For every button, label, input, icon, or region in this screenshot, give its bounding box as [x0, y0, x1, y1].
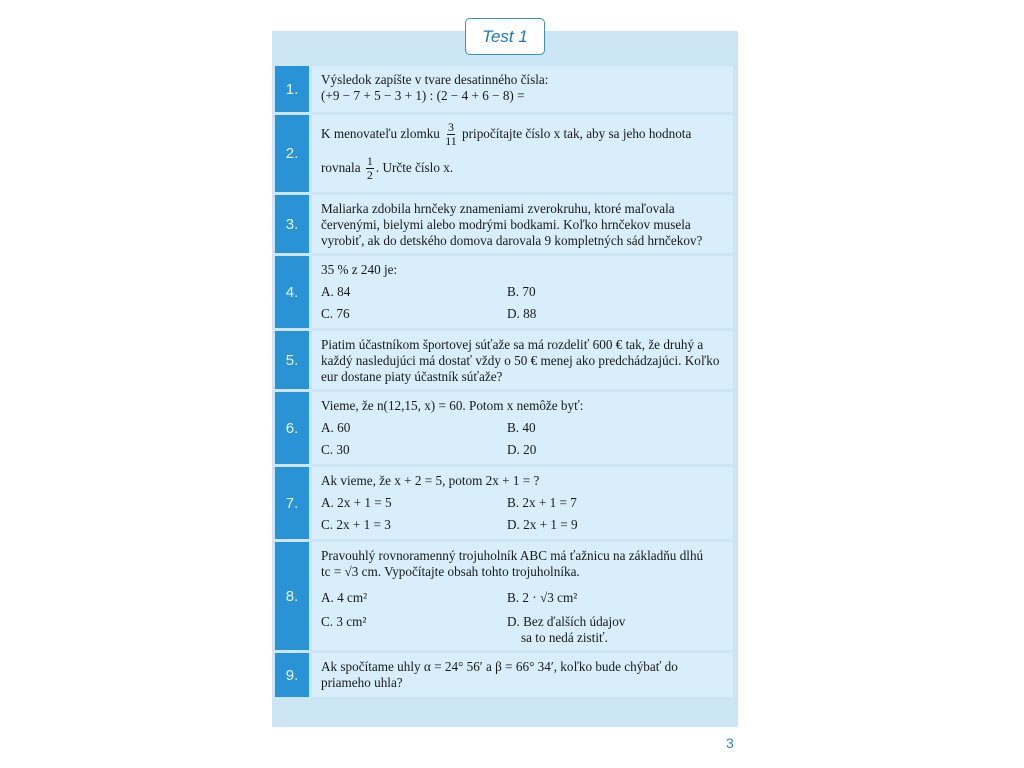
answer-option-b[interactable]: B. 2 · √3 cm² [507, 590, 578, 605]
answer-options [321, 420, 725, 458]
question-text: pripočítajte číslo x tak, aby sa jeho hodnota [462, 126, 692, 141]
question-number: 8. [275, 542, 309, 650]
question-content [312, 66, 733, 112]
question-number: 7. [275, 467, 309, 539]
answer-option-c[interactable]: C. 76 [321, 306, 350, 321]
question-text: . Určte číslo x. [375, 160, 454, 175]
fraction-numerator: 3 [447, 120, 454, 135]
answer-option-a[interactable]: A. 60 [321, 420, 351, 435]
question-content [312, 653, 733, 697]
answer-option-d[interactable] [507, 614, 725, 646]
question-content [312, 467, 733, 539]
question-content [312, 195, 733, 253]
answer-options [321, 495, 725, 533]
question-text: rovnala [321, 160, 361, 175]
question-number: 2. [275, 115, 309, 192]
question-number: 4. [275, 256, 309, 328]
question-text: Výsledok zapíšte v tvare desatinného čísla: [321, 72, 549, 87]
answer-option-b[interactable]: B. 70 [507, 284, 536, 299]
question-text: Piatim účastníkom športovej súťaže sa má rozdeliť 600 € tak, že druhý a každý nasledujúci má dostať vždy o 50 € menej ako predchádzajúci. Koľko eur dostane piaty účastník súťaže? [321, 337, 720, 384]
question-number: 3. [275, 195, 309, 253]
answer-option-d[interactable]: D. 88 [507, 306, 537, 321]
answer-options [321, 284, 725, 322]
answer-option-c[interactable]: C. 30 [321, 442, 350, 457]
question-text: Vieme, že n(12,15, x) = 60. Potom x nemôže byť: [321, 398, 584, 413]
question-number: 5. [275, 331, 309, 389]
fraction [445, 121, 457, 148]
answer-option-c[interactable]: C. 3 cm² [321, 614, 367, 629]
question-5 [275, 331, 733, 389]
question-text: K menovateľu zlomku [321, 126, 440, 141]
question-number: 6. [275, 392, 309, 464]
question-content [312, 542, 733, 650]
question-9 [275, 653, 733, 697]
answer-options [321, 590, 725, 646]
question-text: tc = √3 cm. Vypočítajte obsah tohto trojuholníka. [321, 564, 580, 579]
question-text: Pravouhlý rovnoramenný trojuholník ABC má ťažnicu na základňu dlhú [321, 548, 704, 563]
fraction-denominator: 2 [366, 168, 373, 183]
answer-option-a[interactable]: A. 2x + 1 = 5 [321, 495, 392, 510]
answer-option-a[interactable]: A. 84 [321, 284, 351, 299]
question-4 [275, 256, 733, 328]
answer-option-c[interactable]: C. 2x + 1 = 3 [321, 517, 391, 532]
question-number: 9. [275, 653, 309, 697]
question-2 [275, 115, 733, 192]
fraction-denominator: 11 [445, 134, 457, 149]
question-1 [275, 66, 733, 112]
question-6 [275, 392, 733, 464]
fraction-numerator: 1 [366, 154, 373, 169]
question-number: 1. [275, 66, 309, 112]
question-text: 35 % z 240 je: [321, 262, 398, 277]
test-title: Test 1 [465, 18, 545, 55]
answer-option-b[interactable]: B. 2x + 1 = 7 [507, 495, 577, 510]
question-text: Ak vieme, že x + 2 = 5, potom 2x + 1 = ? [321, 473, 540, 488]
question-content [312, 256, 733, 328]
question-content [312, 392, 733, 464]
question-content [312, 331, 733, 389]
answer-option-b[interactable]: B. 40 [507, 420, 536, 435]
question-text: Ak spočítame uhly α = 24° 56′ a β = 66° 34′, koľko bude chýbať do priameho uhla? [321, 659, 678, 690]
page-number: 3 [726, 735, 734, 751]
question-8 [275, 542, 733, 650]
fraction [366, 155, 374, 182]
question-text: Maliarka zdobila hrnčeky znameniami zverokruhu, ktoré maľovala červenými, bielymi alebo modrými bodkami. Koľko hrnčekov musela vyrobiť, ak do detského domova darovala 9 kompletných sád hrnčekov? [321, 201, 703, 248]
answer-option-d-line1: D. Bez ďalších údajov [507, 614, 626, 629]
answer-option-d-line2: sa to nedá zistiť. [521, 630, 608, 645]
answer-option-a[interactable]: A. 4 cm² [321, 590, 368, 605]
answer-option-d[interactable]: D. 2x + 1 = 9 [507, 517, 578, 532]
question-7 [275, 467, 733, 539]
question-expression: (+9 − 7 + 5 − 3 + 1) : (2 − 4 + 6 − 8) = [321, 88, 525, 103]
question-3 [275, 195, 733, 253]
question-content [312, 115, 733, 192]
answer-option-d[interactable]: D. 20 [507, 442, 537, 457]
